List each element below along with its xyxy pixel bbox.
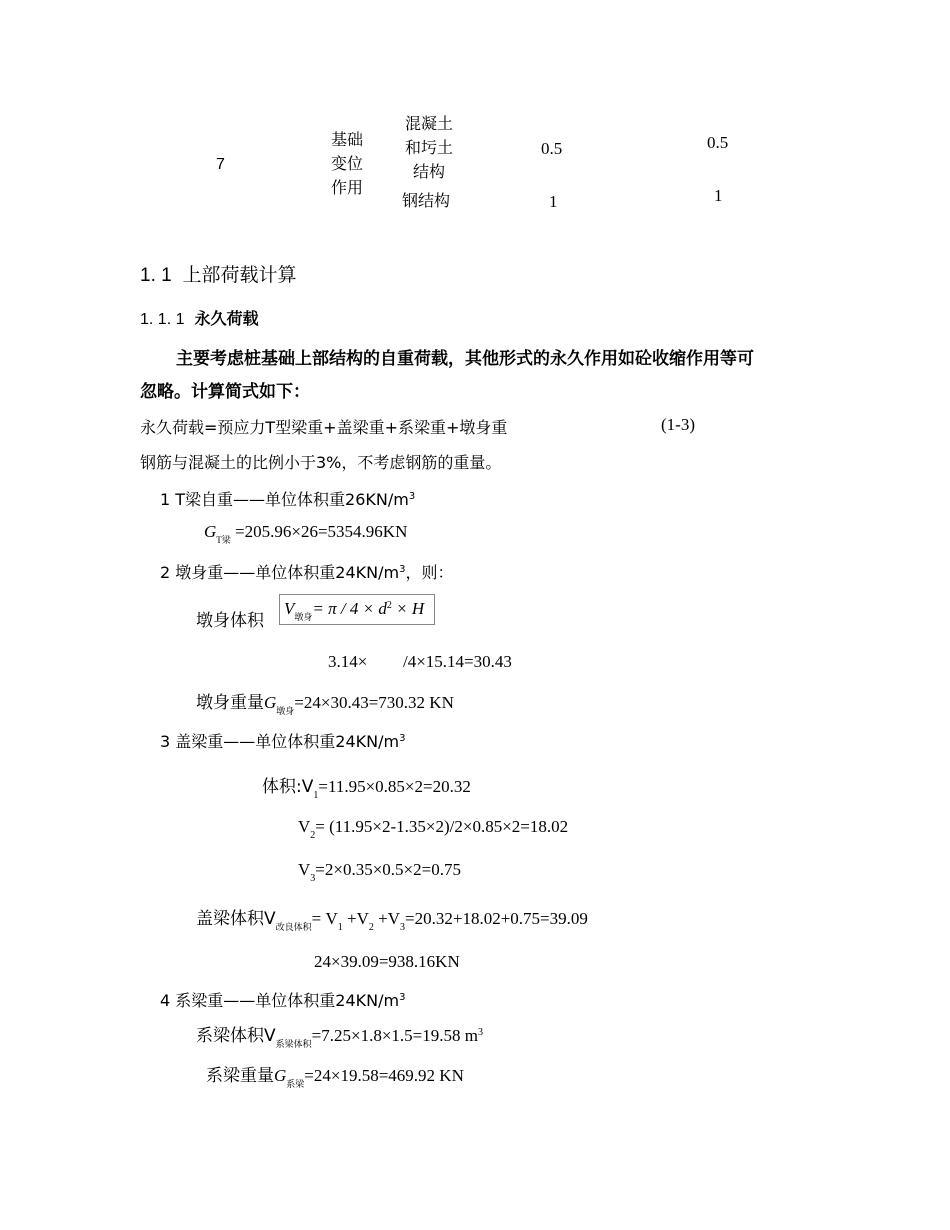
cap-volume-label: 盖梁体积V xyxy=(196,909,276,929)
tie-beam-volume xyxy=(196,1021,483,1050)
vol-eq: = V xyxy=(311,909,338,928)
v2-result: = (11.95×2-1.35×2)/2×0.85×2=18.02 xyxy=(315,817,569,836)
formula-line: 永久荷载=预应力T型梁重+盖梁重+系梁重+墩身重 xyxy=(140,418,508,437)
v1-label: 体积:V xyxy=(262,777,314,797)
unit-exponent: 3 xyxy=(477,1027,483,1038)
pier-weight-result: =24×30.43=730.32 KN xyxy=(294,693,454,712)
tie-beam-weight xyxy=(206,1061,464,1090)
symbol-v: V xyxy=(284,599,295,618)
v2-label: V xyxy=(298,817,311,836)
formula-number: (1-3) xyxy=(661,415,695,434)
vol-sub-1: 1 xyxy=(337,922,343,933)
t-beam-title xyxy=(160,487,415,510)
unit-exponent: 3 xyxy=(399,564,406,575)
subsection-number: 1. 1. 1 xyxy=(140,311,185,328)
t-beam-title-text: 1 T梁自重——单位体积重26KN/m xyxy=(160,490,409,509)
symbol-subscript: 墩身 xyxy=(276,707,295,717)
t-beam-calc xyxy=(204,522,408,545)
tie-weight-label: 系梁重量 xyxy=(206,1066,274,1086)
steel-value-1: 1 xyxy=(549,192,558,211)
paragraph-line-1: 主要考虑桩基础上部结构的自重荷载，其他形式的永久作用如砼收缩作用等可 xyxy=(176,349,754,369)
symbol-g: G xyxy=(274,1066,287,1085)
tie-beam-title xyxy=(160,988,405,1011)
symbol-subscript: 墩身 xyxy=(294,613,313,623)
pier-volume-label: 墩身体积 xyxy=(196,611,264,631)
v1-subscript: 1 xyxy=(313,790,319,801)
cap-beam-volume xyxy=(196,904,588,933)
action-line: 作用 xyxy=(330,178,363,197)
material-line: 结构 xyxy=(412,162,445,181)
symbol-subscript: T梁 xyxy=(216,535,231,545)
cap-volume-result: =20.32+18.02+0.75=39.09 xyxy=(405,909,588,928)
material-concrete-cell xyxy=(398,112,460,184)
action-line: 基础 xyxy=(330,130,363,149)
vol-plus-2: +V xyxy=(342,909,369,928)
paragraph-line-2: 忽略。计算简式如下： xyxy=(140,382,310,402)
cap-volume-subscript: 改良体积 xyxy=(275,923,312,933)
section-heading xyxy=(140,260,296,287)
action-type-cell xyxy=(324,128,370,200)
pier-title xyxy=(160,560,453,583)
material-line: 和圬土 xyxy=(404,138,453,157)
v3-label: V xyxy=(298,860,311,879)
symbol-g: G xyxy=(204,522,217,541)
vol-sub-2: 2 xyxy=(368,922,374,933)
section-title: 上部荷载计算 xyxy=(182,264,297,286)
unit-exponent: 3 xyxy=(408,491,416,502)
tie-beam-title-text: 4 系梁重——单位体积重24KN/m xyxy=(160,991,400,1010)
tie-volume-subscript: 系梁体积 xyxy=(275,1040,312,1050)
cap-beam-v1 xyxy=(262,772,471,801)
v1-result: =11.95×0.85×2=20.32 xyxy=(318,777,471,796)
tie-volume-label: 系梁体积V xyxy=(196,1026,276,1046)
pier-title-tail: ，则： xyxy=(405,563,454,582)
formula-expression xyxy=(284,599,425,623)
cap-beam-title-text: 3 盖梁重——单位体积重24KN/m xyxy=(160,732,400,751)
vol-sub-3: 3 xyxy=(400,922,406,933)
unit-exponent: 3 xyxy=(399,733,406,744)
v3-result: =2×0.35×0.5×2=0.75 xyxy=(315,860,461,879)
subsection-heading xyxy=(140,306,259,329)
v3-subscript: 3 xyxy=(310,873,316,884)
v2-subscript: 2 xyxy=(310,830,316,841)
pier-volume-formula xyxy=(279,594,435,625)
cap-beam-weight: 24×39.09=938.16KN xyxy=(314,952,460,971)
symbol-g: G xyxy=(264,693,277,712)
rebar-note: 钢筋与混凝土的比例小于3%，不考虑钢筋的重量。 xyxy=(140,453,502,472)
pier-weight-label: 墩身重量 xyxy=(196,693,264,713)
cap-beam-v3 xyxy=(298,860,461,884)
formula-exponent: 2 xyxy=(386,600,392,611)
tie-volume-result: =7.25×1.8×1.5=19.58 m xyxy=(311,1026,478,1045)
vol-plus-3: +V xyxy=(373,909,401,928)
concrete-value-1: 0.5 xyxy=(541,139,563,158)
section-number: 1. 1 xyxy=(140,265,172,286)
pier-volume-calc-b: /4×15.14=30.43 xyxy=(403,652,512,671)
material-line: 混凝土 xyxy=(404,114,453,133)
subsection-title: 永久荷载 xyxy=(194,309,259,328)
cap-beam-title xyxy=(160,729,405,752)
pier-weight xyxy=(196,688,454,717)
pier-title-text: 2 墩身重——单位体积重24KN/m xyxy=(160,563,400,582)
steel-value-2: 1 xyxy=(714,186,723,205)
action-line: 变位 xyxy=(330,154,363,173)
unit-exponent: 3 xyxy=(399,992,406,1003)
t-beam-result: =205.96×26=5354.96KN xyxy=(230,522,408,541)
formula-tail: × H xyxy=(391,599,425,618)
pier-volume-calc-a: 3.14× xyxy=(328,652,368,671)
concrete-value-2: 0.5 xyxy=(707,133,729,152)
tie-weight-result: =24×19.58=469.92 KN xyxy=(304,1066,464,1085)
cap-beam-v2 xyxy=(298,817,569,841)
material-steel-cell: 钢结构 xyxy=(402,191,451,210)
formula-body: = π / 4 × d xyxy=(312,599,387,618)
table-row-number: 7 xyxy=(216,156,225,173)
symbol-subscript: 系梁 xyxy=(286,1080,305,1090)
